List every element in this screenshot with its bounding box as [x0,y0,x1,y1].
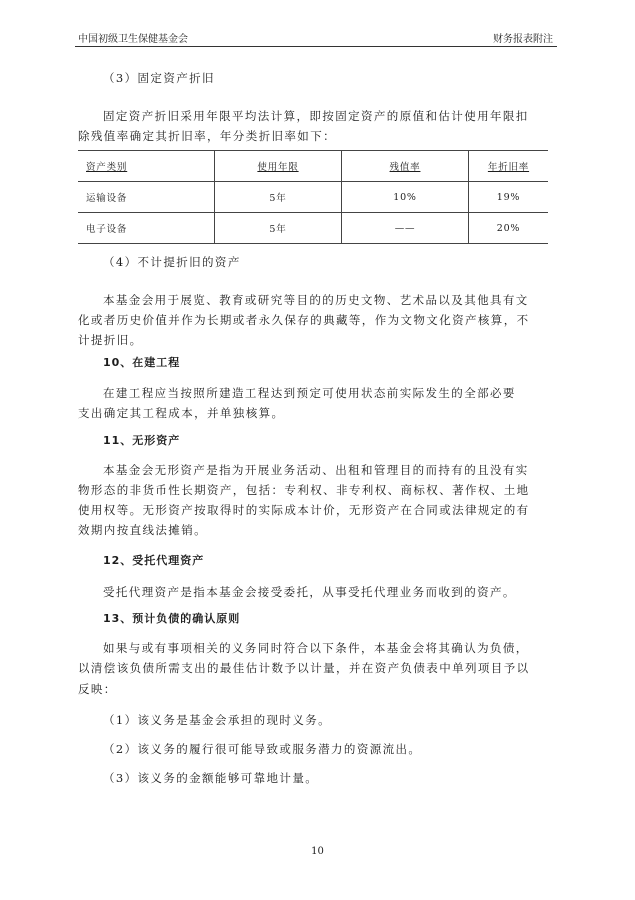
table-header-cell: 残值率 [342,151,469,182]
paragraph-line: 除残值率确定其折旧率，年分类折旧率如下： [78,129,336,143]
paragraph-line: 如果与或有事项相关的义务同时符合以下条件，本基金会将其确认为负债， [103,641,529,655]
paragraph-line: 在建工程应当按照所建造工程达到预定可使用状态前实际发生的全部必要 [103,386,516,400]
paragraph-line: 受托代理资产是指本基金会接受委托，从事受托代理业务而收到的资产。 [103,585,516,599]
table-header-cell: 使用年限 [215,151,342,182]
paragraph-line: 使用权等。无形资产按取得时的实际成本计价，无形资产在合同或法律规定的有 [78,503,530,517]
paragraph-line: （1）该义务是基金会承担的现时义务。 [103,713,332,727]
table-header-cell: 资产类别 [78,151,215,182]
paragraph-line: 以清偿该负债所需支出的最佳估计数予以计量，并在资产负债表中单列项目予以 [78,661,530,675]
page-number: 10 [311,846,324,857]
section-heading: 13、预计负债的确认原则 [103,612,241,625]
paragraph-line: 计提折旧。 [78,333,143,347]
paragraph-line: 化或者历史价值并作为长期或者永久保存的典藏等，作为文物文化资产核算，不 [78,313,530,327]
paragraph-line: 本基金会用于展览、教育或研究等目的的历史文物、艺术品以及其他具有文 [103,293,529,307]
table-header-cell: 年折旧率 [469,151,549,182]
section-heading: 12、受托代理资产 [103,554,205,567]
paragraph-line: （4）不计提折旧的资产 [103,255,241,269]
table-row [78,182,548,213]
table-header-row [78,151,548,182]
table-cell: 5年 [215,182,342,213]
table-cell: 5年 [215,213,342,244]
paragraph-line: 固定资产折旧采用年限平均法计算，即按固定资产的原值和估计使用年限扣 [103,109,529,123]
table-cell: 19% [469,182,549,213]
paragraph-line: 物形态的非货币性长期资产，包括：专利权、非专利权、商标权、著作权、土地 [78,483,530,497]
section-heading: 10、在建工程 [103,356,181,369]
table-row [78,213,548,244]
depreciation-table [78,150,548,244]
paragraph-line: 本基金会无形资产是指为开展业务活动、出租和管理目的而持有的且没有实 [103,463,529,477]
section-heading: 11、无形资产 [103,434,181,447]
paragraph-line: （3）该义务的金额能够可靠地计量。 [103,771,319,785]
header-org-name: 中国初级卫生保健基金会 [78,34,188,45]
table-cell: 电子设备 [78,213,215,244]
header-rule [75,46,557,47]
table-cell: 10% [342,182,469,213]
paragraph-line: （2）该义务的履行很可能导致或服务潜力的资源流出。 [103,742,422,756]
paragraph-line: 支出确定其工程成本，并单独核算。 [78,406,285,420]
table-cell: 20% [469,213,549,244]
table-cell: —— [342,213,469,244]
subsection-title: （3）固定资产折旧 [103,71,215,85]
paragraph-line: 效期内按直线法摊销。 [78,523,207,537]
header-section-title: 财务报表附注 [493,34,553,45]
table-cell: 运输设备 [78,182,215,213]
paragraph-line: 反映： [78,682,117,696]
